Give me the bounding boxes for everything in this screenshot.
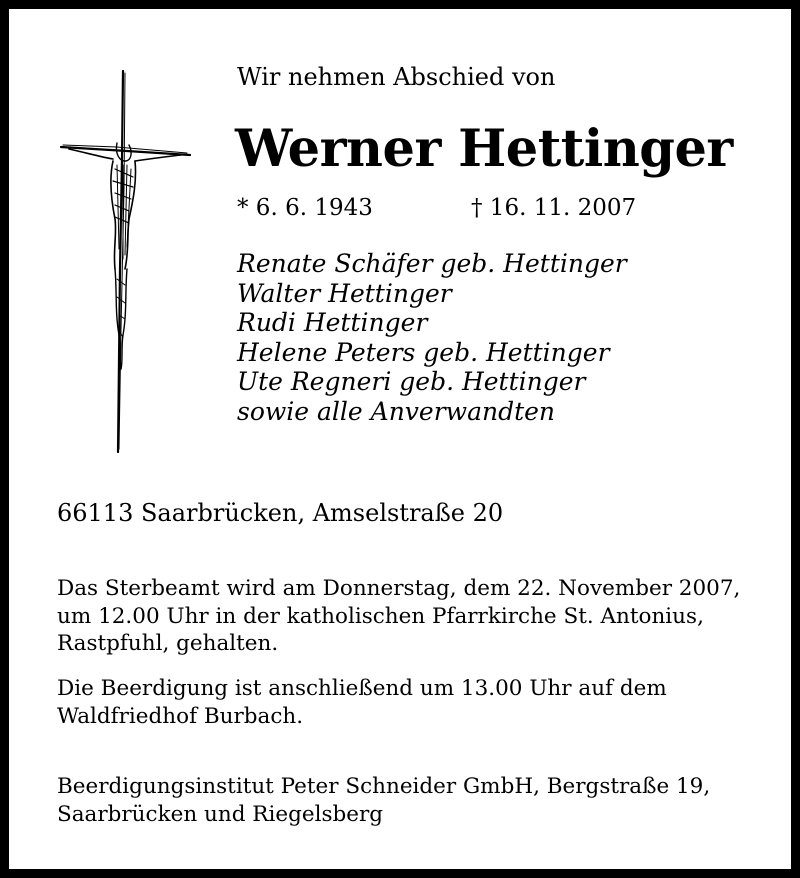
funeral-home-line: Saarbrücken und Riegelsberg <box>57 801 384 827</box>
death-date: † 16. 11. 2007 <box>471 195 637 221</box>
mourner-name: Helene Peters geb. Hettinger <box>237 337 610 367</box>
burial-line: Die Beerdigung ist anschließend um 13.00 Uhr auf dem <box>57 676 667 701</box>
mourner-name: Ute Regneri geb. Hettinger <box>237 367 586 397</box>
mourners-list <box>237 249 627 427</box>
burial-line: Waldfriedhof Burbach. <box>57 703 304 729</box>
burial-paragraph <box>57 675 667 730</box>
service-paragraph <box>57 575 740 658</box>
crucifix-icon <box>57 69 193 453</box>
mourner-name: Walter Hettinger <box>237 278 452 308</box>
service-line: Das Sterbeamt wird am Donnerstag, dem 22. November 2007, <box>57 576 741 601</box>
funeral-home-line: Beerdigungsinstitut Peter Schneider GmbH, Bergstraße 19, <box>57 774 711 799</box>
service-line: um 12.00 Uhr in der katholischen Pfarrkirche St. Antonius, <box>57 603 704 629</box>
mourner-name: sowie alle Anverwandten <box>237 396 556 426</box>
mourner-name: Renate Schäfer geb. Hettinger <box>237 249 627 278</box>
service-line: Rastpfuhl, gehalten. <box>57 631 279 656</box>
family-address: 66113 Saarbrücken, Amselstraße 20 <box>57 499 504 527</box>
deceased-name: Werner Hettinger <box>235 119 733 179</box>
intro-text: Wir nehmen Abschied von <box>237 63 556 91</box>
birth-date: * 6. 6. 1943 <box>237 195 373 221</box>
funeral-home-paragraph <box>57 773 710 828</box>
mourner-name: Rudi Hettinger <box>237 308 428 338</box>
